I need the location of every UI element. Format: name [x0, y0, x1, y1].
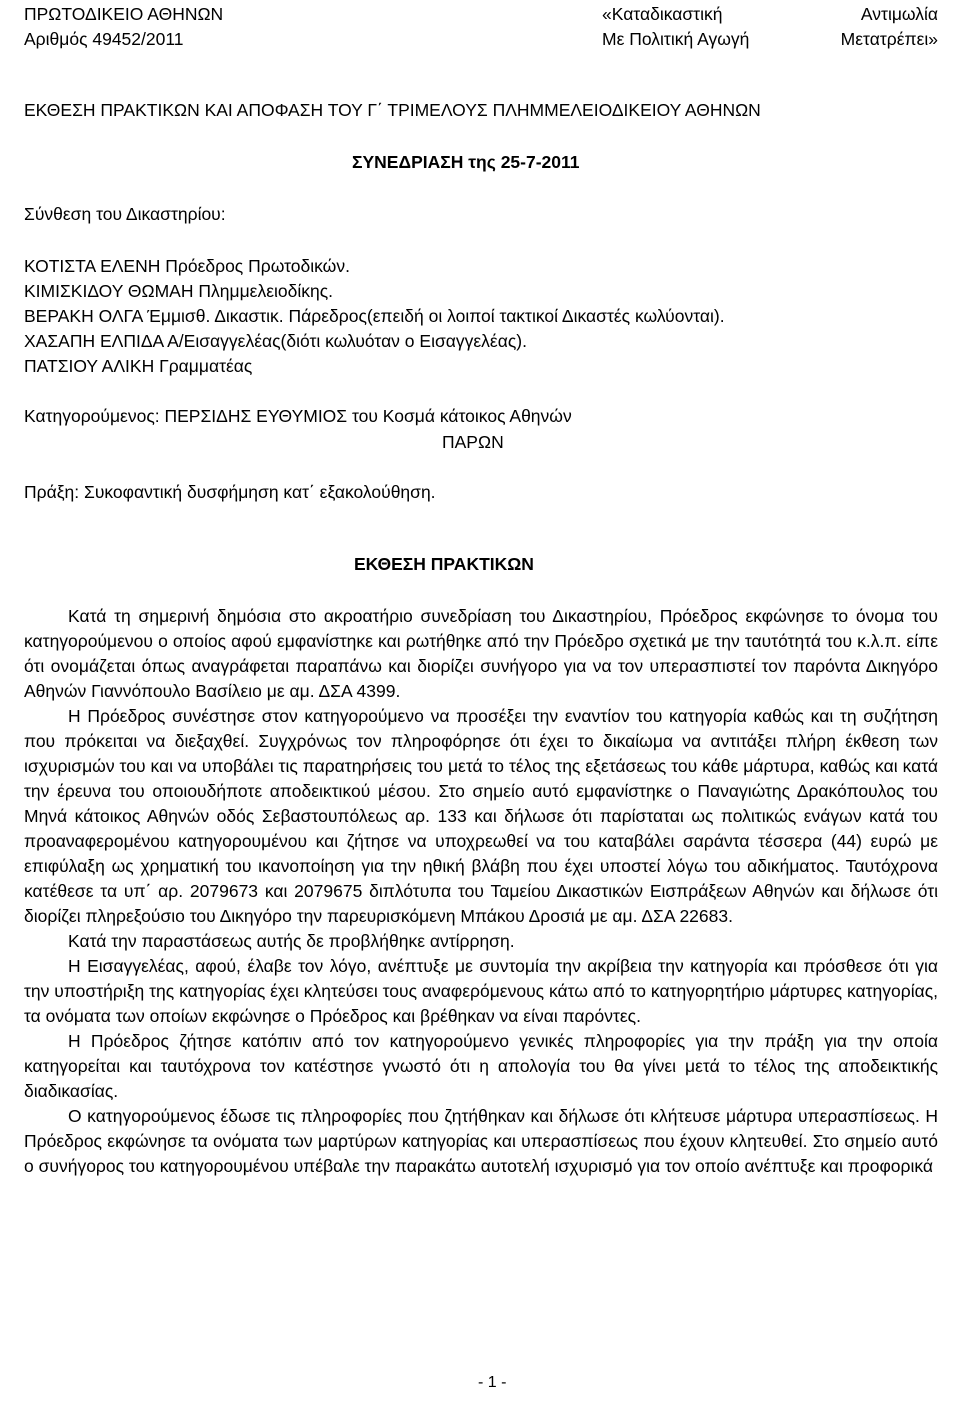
session-heading: ΣΥΝΕΔΡΙΑΣΗ της 25-7-2011: [352, 152, 580, 172]
hearing-type: Αντιμωλία: [860, 4, 938, 24]
page-number: - 1 -: [478, 1374, 507, 1391]
header-right-row-2: [602, 27, 938, 52]
minutes-heading: ΕΚΘΕΣΗ ΠΡΑΚΤΙΚΩΝ: [354, 554, 534, 574]
case-number: Αριθμός 49452/2011: [24, 29, 184, 49]
member-line: ΒΕΡΑΚΗ ΟΛΓΑ Έμμισθ. Δικαστικ. Πάρεδρος(επειδή οι λοιποί τακτικοί Δικαστές κωλύονται).: [24, 306, 725, 326]
member-line: ΚΙΜΙΣΚΙΔΟΥ ΘΩΜΑΗ Πλημμελειοδίκης.: [24, 281, 334, 301]
header-right: [602, 2, 938, 52]
paragraph: Ο κατηγορούμενος έδωσε τις πληροφορίες που ζητήθηκαν και δήλωσε ότι κλήτευσε μάρτυρα υπερασπίσεως. Η Πρόεδρος εκφώνησε τα ονόματα των μαρτύρων κατηγορίας και υπερασπίσεως που έχουν κλητευθεί. Στο σημείο αυτό ο συνήγορος του κατηγορουμένου υπέβαλε την παρακάτω αυτοτελή ισχυρισμό για τον οποίο ανέπτυξε και προφορικά: [24, 1106, 938, 1176]
header-left: [24, 2, 223, 52]
verdict-type: «Καταδικαστική: [602, 4, 723, 24]
court-members: [24, 254, 725, 379]
present-status: ΠΑΡΩΝ: [442, 432, 504, 452]
paragraph: Κατά την παραστάσεως αυτής δε προβλήθηκε αντίρρηση.: [68, 931, 515, 951]
member-line: ΠΑΤΣΙΟΥ ΑΛΙΚΗ Γραμματέας: [24, 356, 253, 376]
paragraph: Η Εισαγγελέας, αφού, έλαβε τον λόγο, ανέπτυξε με συντομία την ακρίβεια την κατηγορία και πρόσθεσε ότι για την υποστήριξη της κατηγορίας έχει κλητεύσει τους αναφερόμενους κάτω από το κατηγορητήριο μάρτυρες κατηγορίας, τα ονόματα των οποίων εκφώνησε ο Πρόεδρος και βρέθηκαν να είναι παρόντες.: [24, 956, 938, 1026]
member-line: ΚΟΤΙΣΤΑ ΕΛΕΝΗ Πρόεδρος Πρωτοδικών.: [24, 256, 350, 276]
document-title: ΕΚΘΕΣΗ ΠΡΑΚΤΙΚΩΝ ΚΑΙ ΑΠΟΦΑΣΗ ΤΟΥ Γ΄ ΤΡΙΜΕΛΟΥΣ ΠΛΗΜΜΕΛΕΙΟΔΙΚΕΙΟΥ ΑΘΗΝΩΝ: [24, 100, 761, 120]
accused-line: Κατηγορούμενος: ΠΕΡΣΙΔΗΣ ΕΥΘΥΜΙΟΣ του Κοσμά κάτοικος Αθηνών: [24, 406, 572, 426]
member-line: ΧΑΣΑΠΗ ΕΛΠΙΔΑ Α/Εισαγγελέας(διότι κωλυόταν ο Εισαγγελέας).: [24, 331, 527, 351]
act-line: Πράξη: Συκοφαντική δυσφήμηση κατ΄ εξακολούθηση.: [24, 482, 436, 502]
minutes-body: [24, 604, 938, 1179]
paragraph: Η Πρόεδρος ζήτησε κατόπιν από τον κατηγορούμενο γενικές πληροφορίες για την πράξη για την οποία κατηγορείται και ταυτόχρονα τον κατέστησε γνωστό ότι η απολογία του θα γίνει μετά το τέλος της αποδεικτικής διαδικασίας.: [24, 1031, 938, 1101]
paragraph: Η Πρόεδρος συνέστησε στον κατηγορούμενο να προσέξει την εναντίον του κατηγορία καθώς και τη συζήτηση που πρόκειται να διεξαχθεί. Συγχρόνως τον πληροφόρησε ότι έχει το δικαίωμα να αντιτάξει πλήρη έκθεση των ισχυρισμών του και να υποβάλει τις παρατηρήσεις του μετά το τέλος της εξετάσεως του κάθε μάρτυρα, καθώς και κατά την έρευνα του οποιουδήποτε αποδεικτικού μέσου. Στο σημείο αυτό εμφανίστηκε ο Παναγιώτης Δρακόπουλος του Μηνά κάτοικος Αθηνών οδός Σεβαστουπόλεως αρ. 133 και δήλωσε ότι παρίσταται ως πολιτικώς ενάγων κατά του προαναφερομένου κατηγορουμένου και ζήτησε να υποχρεωθεί να του καταβάλει σαράντα τέσσερα (44) ευρώ με επιφύλαξη ως χρηματική του ικανοποίηση για την ηθική βλάβη που έχει υποστεί λόγω του αδικήματος. Ταυτόχρονα κατέθεσε τα υπ΄ αρ. 2079673 και 2079675 διπλότυπα του Ταμείου Δικαστικών Εισπράξεων Αθηνών και δήλωσε ότι διορίζει πληρεξούσιο του Δικηγόρο την παρευρισκόμενη Μπάκου Δροσιά με αμ. ΔΣΑ 22683.: [24, 706, 938, 926]
court-name: ΠΡΩΤΟΔΙΚΕΙΟ ΑΘΗΝΩΝ: [24, 4, 224, 24]
conversion: Μετατρέπει»: [840, 29, 938, 49]
paragraph: Κατά τη σημερινή δημόσια στο ακροατήριο συνεδρίαση του Δικαστηρίου, Πρόεδρος εκφώνησε το όνομα του κατηγορούμενου ο οποίος αφού εμφανίστηκε και ρωτήθηκε από την Πρόεδρο σχετικά με την ταυτότητά του κ.λ.π. είπε ότι ονομάζεται όπως αναγράφεται παραπάνω και διορίζει συνήγορο για να τον υπερασπιστεί τον παρόντα Δικηγόρο Αθηνών Γιαννόπουλο Βασίλειο με αμ. ΔΣΑ 4399.: [24, 606, 938, 701]
civil-action: Με Πολιτική Αγωγή: [602, 29, 750, 49]
header-right-row-1: [602, 2, 938, 27]
composition-label: Σύνθεση του Δικαστηρίου:: [24, 204, 226, 224]
